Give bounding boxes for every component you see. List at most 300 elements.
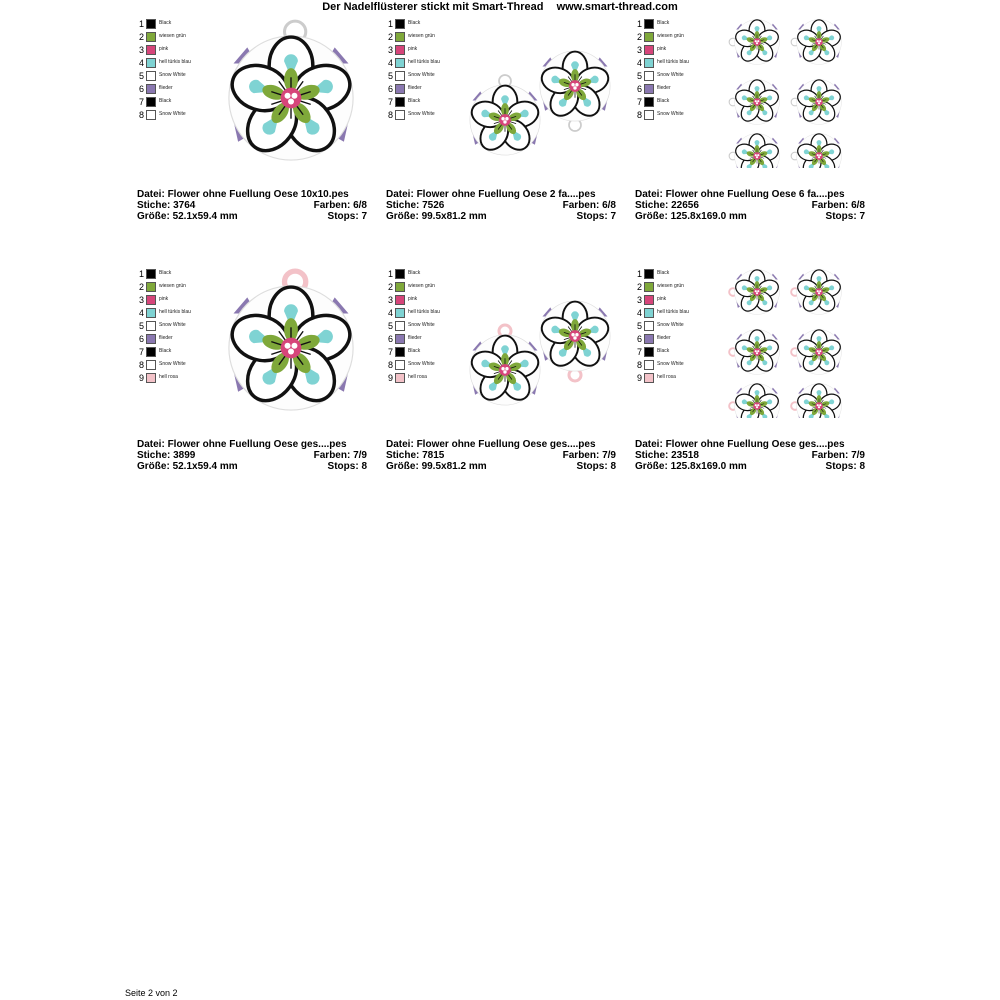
thread-name: hell rosa: [408, 374, 427, 380]
file-line: [137, 439, 367, 450]
legend-number: 4: [636, 308, 642, 318]
thread-name: Black: [408, 270, 421, 276]
thread-name: Black: [159, 270, 172, 276]
size-line: [635, 211, 865, 222]
legend-row: [635, 346, 715, 359]
legend-row: [386, 346, 466, 359]
file-label: Datei:: [386, 439, 414, 450]
size-line: [386, 461, 616, 472]
color-legend: [635, 268, 715, 385]
color-legend: [137, 268, 217, 385]
design-info: [635, 439, 865, 472]
thread-name: flieder: [408, 335, 422, 341]
thread-name: hell rosa: [159, 374, 178, 380]
legend-row: [137, 18, 217, 31]
stops-label: Stops:: [576, 211, 608, 222]
color-swatch: [395, 32, 405, 42]
legend-row: [635, 333, 715, 346]
thread-name: pink: [159, 46, 169, 52]
legend-number: 5: [636, 71, 642, 81]
color-swatch: [644, 19, 654, 29]
size-value: 125.8x169.0 mm: [670, 211, 747, 222]
stitches-label: Stiche:: [635, 450, 669, 461]
legend-row: [137, 359, 217, 372]
size-line: [386, 211, 616, 222]
stitches-label: Stiche:: [386, 200, 420, 211]
legend-number: 5: [138, 321, 144, 331]
thread-name: flieder: [657, 335, 671, 341]
color-swatch: [644, 295, 654, 305]
stitches-line: [635, 200, 865, 211]
legend-number: 7: [636, 347, 642, 357]
color-swatch: [146, 32, 156, 42]
legend-number: 4: [387, 58, 393, 68]
color-swatch: [395, 269, 405, 279]
flower-motif: [796, 80, 843, 125]
color-swatch: [644, 360, 654, 370]
legend-number: 4: [138, 58, 144, 68]
thread-name: Black: [657, 348, 670, 354]
flower-motif: [538, 301, 611, 371]
legend-number: 1: [138, 19, 144, 29]
thread-name: hell türkis blau: [159, 309, 191, 315]
thread-name: flieder: [159, 85, 173, 91]
legend-number: 1: [387, 269, 393, 279]
legend-number: 7: [387, 97, 393, 107]
design-card: [137, 268, 369, 483]
legend-number: 3: [636, 45, 642, 55]
legend-number: 7: [138, 97, 144, 107]
stops-value: 8: [361, 461, 367, 472]
thread-name: wiesen grün: [408, 283, 435, 289]
file-name: Flower ohne Fuellung Oese ges....pes: [665, 439, 845, 450]
color-swatch: [644, 269, 654, 279]
legend-row: [386, 83, 466, 96]
stitches-value: 23518: [671, 450, 699, 461]
color-swatch: [146, 71, 156, 81]
thread-name: Snow White: [159, 111, 186, 117]
file-name: Flower ohne Fuellung Oese ges....pes: [416, 439, 596, 450]
legend-number: 4: [138, 308, 144, 318]
thread-name: hell türkis blau: [159, 59, 191, 65]
legend-number: 8: [138, 110, 144, 120]
legend-row: [635, 31, 715, 44]
color-swatch: [146, 58, 156, 68]
stitches-value: 22656: [671, 200, 699, 211]
legend-row: [635, 372, 715, 385]
file-line: [635, 189, 865, 200]
legend-row: [137, 281, 217, 294]
design-info: [137, 439, 367, 472]
colors-value: 7/9: [353, 450, 367, 461]
design-card: [635, 18, 867, 233]
size-label: Größe:: [137, 461, 170, 472]
legend-number: 3: [387, 45, 393, 55]
size-label: Größe:: [635, 211, 668, 222]
legend-number: 2: [387, 32, 393, 42]
flower-motif: [226, 286, 355, 410]
colors-value: 6/8: [602, 200, 616, 211]
color-swatch: [146, 360, 156, 370]
legend-number: 6: [636, 84, 642, 94]
thread-name: Black: [408, 98, 421, 104]
thread-name: flieder: [657, 85, 671, 91]
design-preview: [219, 18, 367, 168]
legend-number: 8: [636, 360, 642, 370]
size-label: Größe:: [137, 211, 170, 222]
legend-number: 8: [387, 360, 393, 370]
thread-name: wiesen grün: [408, 33, 435, 39]
legend-number: 9: [138, 373, 144, 383]
color-swatch: [644, 282, 654, 292]
thread-name: Black: [657, 270, 670, 276]
design-card: [635, 268, 867, 483]
color-swatch: [395, 84, 405, 94]
colors-label: Farben:: [811, 200, 849, 211]
legend-number: 1: [636, 19, 642, 29]
thread-name: Black: [657, 98, 670, 104]
flower-motif: [734, 80, 781, 125]
thread-name: Black: [408, 20, 421, 26]
stops-value: 8: [610, 461, 616, 472]
stops-value: 7: [610, 211, 616, 222]
color-swatch: [146, 347, 156, 357]
stitches-value: 3899: [173, 450, 196, 461]
design-info: [635, 189, 865, 222]
header-website: www.smart-thread.com: [556, 1, 678, 13]
color-swatch: [146, 97, 156, 107]
stops-label: Stops:: [327, 211, 359, 222]
flower-motif: [796, 20, 843, 65]
design-preview: [717, 18, 865, 168]
legend-number: 4: [387, 308, 393, 318]
file-label: Datei:: [386, 189, 414, 200]
flower-motif: [734, 330, 781, 375]
legend-row: [386, 372, 466, 385]
legend-row: [386, 57, 466, 70]
color-swatch: [395, 295, 405, 305]
stops-label: Stops:: [825, 211, 857, 222]
design-info: [386, 189, 616, 222]
flower-motif: [734, 384, 781, 419]
thread-name: Snow White: [657, 111, 684, 117]
thread-name: Snow White: [657, 322, 684, 328]
colors-label: Farben:: [811, 450, 849, 461]
legend-number: 6: [138, 334, 144, 344]
legend-row: [386, 70, 466, 83]
stitches-value: 7815: [422, 450, 445, 461]
page-header: [0, 0, 1000, 14]
thread-name: Snow White: [408, 72, 435, 78]
legend-row: [137, 96, 217, 109]
legend-row: [386, 359, 466, 372]
stitches-line: [386, 450, 616, 461]
legend-number: 8: [636, 110, 642, 120]
color-swatch: [644, 373, 654, 383]
thread-name: wiesen grün: [159, 33, 186, 39]
color-swatch: [146, 282, 156, 292]
thread-name: Snow White: [657, 72, 684, 78]
color-swatch: [146, 19, 156, 29]
thread-name: Snow White: [159, 361, 186, 367]
design-card: [386, 18, 618, 233]
file-name: Flower ohne Fuellung Oese ges....pes: [167, 439, 347, 450]
design-preview: [468, 268, 616, 418]
legend-row: [137, 109, 217, 122]
thread-name: pink: [657, 46, 667, 52]
flower-motif: [796, 270, 843, 315]
thread-name: Black: [159, 98, 172, 104]
color-swatch: [395, 308, 405, 318]
thread-name: Black: [657, 20, 670, 26]
thread-name: Snow White: [159, 72, 186, 78]
color-swatch: [395, 58, 405, 68]
legend-row: [635, 307, 715, 320]
flower-motif: [226, 36, 355, 160]
file-label: Datei:: [137, 439, 165, 450]
design-info: [386, 439, 616, 472]
size-line: [635, 461, 865, 472]
file-line: [386, 439, 616, 450]
thread-name: wiesen grün: [657, 283, 684, 289]
legend-row: [635, 359, 715, 372]
legend-row: [635, 83, 715, 96]
color-swatch: [395, 321, 405, 331]
legend-number: 9: [636, 373, 642, 383]
thread-name: pink: [159, 296, 169, 302]
page-footer: Seite 2 von 2: [125, 988, 178, 998]
legend-row: [137, 333, 217, 346]
legend-number: 6: [636, 334, 642, 344]
legend-row: [137, 70, 217, 83]
stitches-value: 3764: [173, 200, 196, 211]
legend-row: [137, 57, 217, 70]
legend-number: 7: [138, 347, 144, 357]
color-swatch: [146, 84, 156, 94]
color-legend: [635, 18, 715, 122]
legend-number: 7: [387, 347, 393, 357]
legend-number: 2: [138, 282, 144, 292]
flower-motif: [734, 134, 781, 169]
legend-row: [386, 96, 466, 109]
size-value: 99.5x81.2 mm: [421, 461, 487, 472]
legend-row: [137, 83, 217, 96]
color-swatch: [146, 321, 156, 331]
flower-motif: [734, 20, 781, 65]
stops-value: 7: [859, 211, 865, 222]
color-swatch: [644, 321, 654, 331]
legend-number: 5: [387, 71, 393, 81]
legend-number: 7: [636, 97, 642, 107]
stitches-value: 7526: [422, 200, 445, 211]
color-swatch: [644, 58, 654, 68]
color-swatch: [395, 97, 405, 107]
color-swatch: [644, 84, 654, 94]
color-swatch: [146, 110, 156, 120]
legend-number: 5: [138, 71, 144, 81]
color-swatch: [644, 308, 654, 318]
color-swatch: [644, 71, 654, 81]
flower-motif: [468, 335, 541, 405]
legend-number: 5: [636, 321, 642, 331]
stitches-line: [137, 450, 367, 461]
colors-label: Farben:: [562, 450, 600, 461]
legend-row: [386, 31, 466, 44]
color-swatch: [644, 334, 654, 344]
legend-number: 3: [138, 45, 144, 55]
thread-name: flieder: [159, 335, 173, 341]
legend-row: [386, 294, 466, 307]
color-legend: [386, 268, 466, 385]
stops-value: 8: [859, 461, 865, 472]
color-legend: [386, 18, 466, 122]
legend-row: [137, 294, 217, 307]
thread-name: Snow White: [657, 361, 684, 367]
thread-name: Snow White: [159, 322, 186, 328]
legend-row: [635, 268, 715, 281]
legend-row: [137, 31, 217, 44]
legend-number: 4: [636, 58, 642, 68]
flower-motif: [468, 85, 541, 155]
legend-row: [137, 307, 217, 320]
design-card: [137, 18, 369, 233]
legend-number: 3: [138, 295, 144, 305]
legend-number: 2: [387, 282, 393, 292]
legend-row: [635, 18, 715, 31]
legend-row: [635, 320, 715, 333]
thread-name: Snow White: [408, 361, 435, 367]
color-swatch: [644, 45, 654, 55]
thread-name: flieder: [408, 85, 422, 91]
legend-number: 1: [138, 269, 144, 279]
legend-row: [386, 18, 466, 31]
file-name: Flower ohne Fuellung Oese 6 fa....pes: [665, 189, 845, 200]
stitches-label: Stiche:: [137, 200, 171, 211]
header-title: Der Nadelflüsterer stickt mit Smart-Thread: [322, 1, 544, 13]
color-swatch: [395, 347, 405, 357]
legend-row: [137, 44, 217, 57]
thread-name: Snow White: [408, 111, 435, 117]
colors-value: 7/9: [602, 450, 616, 461]
file-name: Flower ohne Fuellung Oese 10x10.pes: [167, 189, 349, 200]
flower-motif: [796, 134, 843, 169]
flower-motif: [734, 270, 781, 315]
size-label: Größe:: [386, 211, 419, 222]
stops-label: Stops:: [825, 461, 857, 472]
size-label: Größe:: [386, 461, 419, 472]
legend-number: 2: [138, 32, 144, 42]
color-swatch: [395, 360, 405, 370]
size-line: [137, 461, 367, 472]
legend-row: [386, 268, 466, 281]
file-line: [386, 189, 616, 200]
color-swatch: [395, 45, 405, 55]
thread-name: wiesen grün: [657, 33, 684, 39]
legend-row: [635, 44, 715, 57]
stitches-label: Stiche:: [137, 450, 171, 461]
legend-number: 3: [636, 295, 642, 305]
thread-name: hell rosa: [657, 374, 676, 380]
size-value: 125.8x169.0 mm: [670, 461, 747, 472]
color-swatch: [146, 269, 156, 279]
thread-name: Snow White: [408, 322, 435, 328]
color-swatch: [146, 373, 156, 383]
legend-number: 5: [387, 321, 393, 331]
thread-name: pink: [408, 46, 418, 52]
file-line: [137, 189, 367, 200]
legend-number: 6: [138, 84, 144, 94]
flower-motif: [538, 51, 611, 121]
stitches-line: [635, 450, 865, 461]
stops-label: Stops:: [327, 461, 359, 472]
thread-name: Black: [159, 348, 172, 354]
color-swatch: [395, 71, 405, 81]
color-swatch: [644, 97, 654, 107]
colors-value: 6/8: [353, 200, 367, 211]
design-preview: [717, 268, 865, 418]
color-swatch: [644, 110, 654, 120]
legend-number: 3: [387, 295, 393, 305]
thread-name: hell türkis blau: [408, 59, 440, 65]
color-swatch: [146, 295, 156, 305]
color-swatch: [146, 334, 156, 344]
legend-row: [635, 109, 715, 122]
legend-row: [635, 294, 715, 307]
colors-label: Farben:: [562, 200, 600, 211]
legend-number: 6: [387, 84, 393, 94]
legend-row: [386, 109, 466, 122]
legend-row: [386, 307, 466, 320]
color-swatch: [395, 373, 405, 383]
thread-name: wiesen grün: [159, 283, 186, 289]
legend-number: 6: [387, 334, 393, 344]
colors-value: 7/9: [851, 450, 865, 461]
design-preview: [468, 18, 616, 168]
thread-name: hell türkis blau: [657, 59, 689, 65]
stitches-label: Stiche:: [635, 200, 669, 211]
legend-number: 8: [387, 110, 393, 120]
file-label: Datei:: [635, 189, 663, 200]
thread-name: hell türkis blau: [657, 309, 689, 315]
legend-row: [137, 346, 217, 359]
thread-name: pink: [657, 296, 667, 302]
legend-row: [137, 268, 217, 281]
legend-number: 1: [636, 269, 642, 279]
legend-row: [635, 96, 715, 109]
legend-number: 2: [636, 282, 642, 292]
design-info: [137, 189, 367, 222]
design-preview: [219, 268, 367, 418]
stitches-line: [386, 200, 616, 211]
legend-row: [137, 372, 217, 385]
flower-motif: [796, 330, 843, 375]
size-label: Größe:: [635, 461, 668, 472]
stops-value: 7: [361, 211, 367, 222]
color-swatch: [395, 282, 405, 292]
color-legend: [137, 18, 217, 122]
legend-row: [386, 333, 466, 346]
size-value: 52.1x59.4 mm: [172, 461, 238, 472]
color-swatch: [395, 334, 405, 344]
size-value: 52.1x59.4 mm: [172, 211, 238, 222]
legend-row: [137, 320, 217, 333]
color-swatch: [395, 19, 405, 29]
legend-number: 2: [636, 32, 642, 42]
color-swatch: [644, 32, 654, 42]
colors-label: Farben:: [313, 200, 351, 211]
legend-row: [635, 281, 715, 294]
legend-row: [386, 44, 466, 57]
